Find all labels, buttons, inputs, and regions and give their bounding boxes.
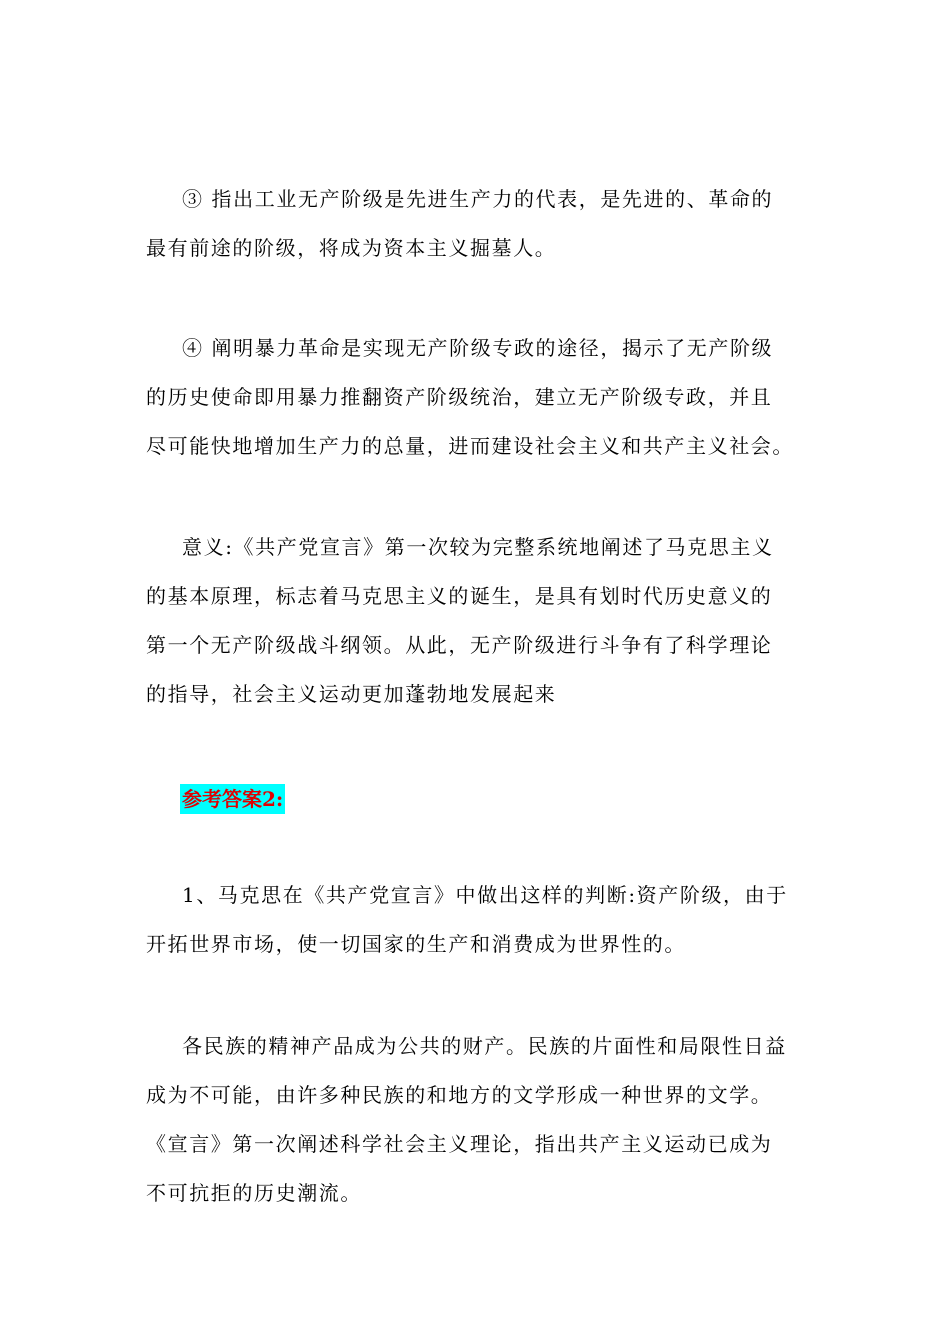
text-line: ④ 阐明暴力革命是实现无产阶级专政的途径，揭示了无产阶级 — [182, 336, 774, 360]
text-line: 最有前途的阶级，将成为资本主义掘墓人。 — [146, 236, 557, 260]
text-line: 的历史使命即用暴力推翻资产阶级统治，建立无产阶级专政，并且 — [146, 385, 773, 409]
paragraph-answer-2 — [146, 1022, 806, 1218]
text-line: 不可抗拒的历史潮流。 — [146, 1181, 362, 1205]
text-line: 意义:《共产党宣言》第一次较为完整系统地阐述了马克思主义 — [182, 535, 774, 559]
text-line: 的基本原理，标志着马克思主义的诞生，是具有划时代历史意义的 — [146, 584, 773, 608]
text-line: 开拓世界市场，使一切国家的生产和消费成为世界性的。 — [146, 932, 686, 956]
paragraph-point-3 — [146, 175, 806, 273]
text-line: 《宣言》第一次阐述科学社会主义理论，指出共产主义运动已成为 — [146, 1132, 773, 1156]
text-line: 的指导，社会主义运动更加蓬勃地发展起来 — [146, 682, 557, 706]
paragraph-point-4 — [146, 324, 806, 471]
text-line: 尽可能快地增加生产力的总量，进而建设社会主义和共产主义社会。 — [146, 434, 794, 458]
text-line: 第一个无产阶级战斗纲领。从此，无产阶级进行斗争有了科学理论 — [146, 633, 773, 657]
text-line: 1、马克思在《共产党宣言》中做出这样的判断:资产阶级，由于 — [182, 883, 788, 907]
paragraph-significance — [146, 523, 806, 719]
paragraph-answer-1 — [146, 871, 806, 969]
answer-heading: 参考答案2: — [180, 784, 285, 814]
text-line: 各民族的精神产品成为公共的财产。民族的片面性和局限性日益 — [182, 1034, 787, 1058]
text-line: ③ 指出工业无产阶级是先进生产力的代表，是先进的、革命的 — [182, 187, 774, 211]
text-line: 成为不可能，由许多种民族的和地方的文学形成一种世界的文学。 — [146, 1083, 773, 1107]
